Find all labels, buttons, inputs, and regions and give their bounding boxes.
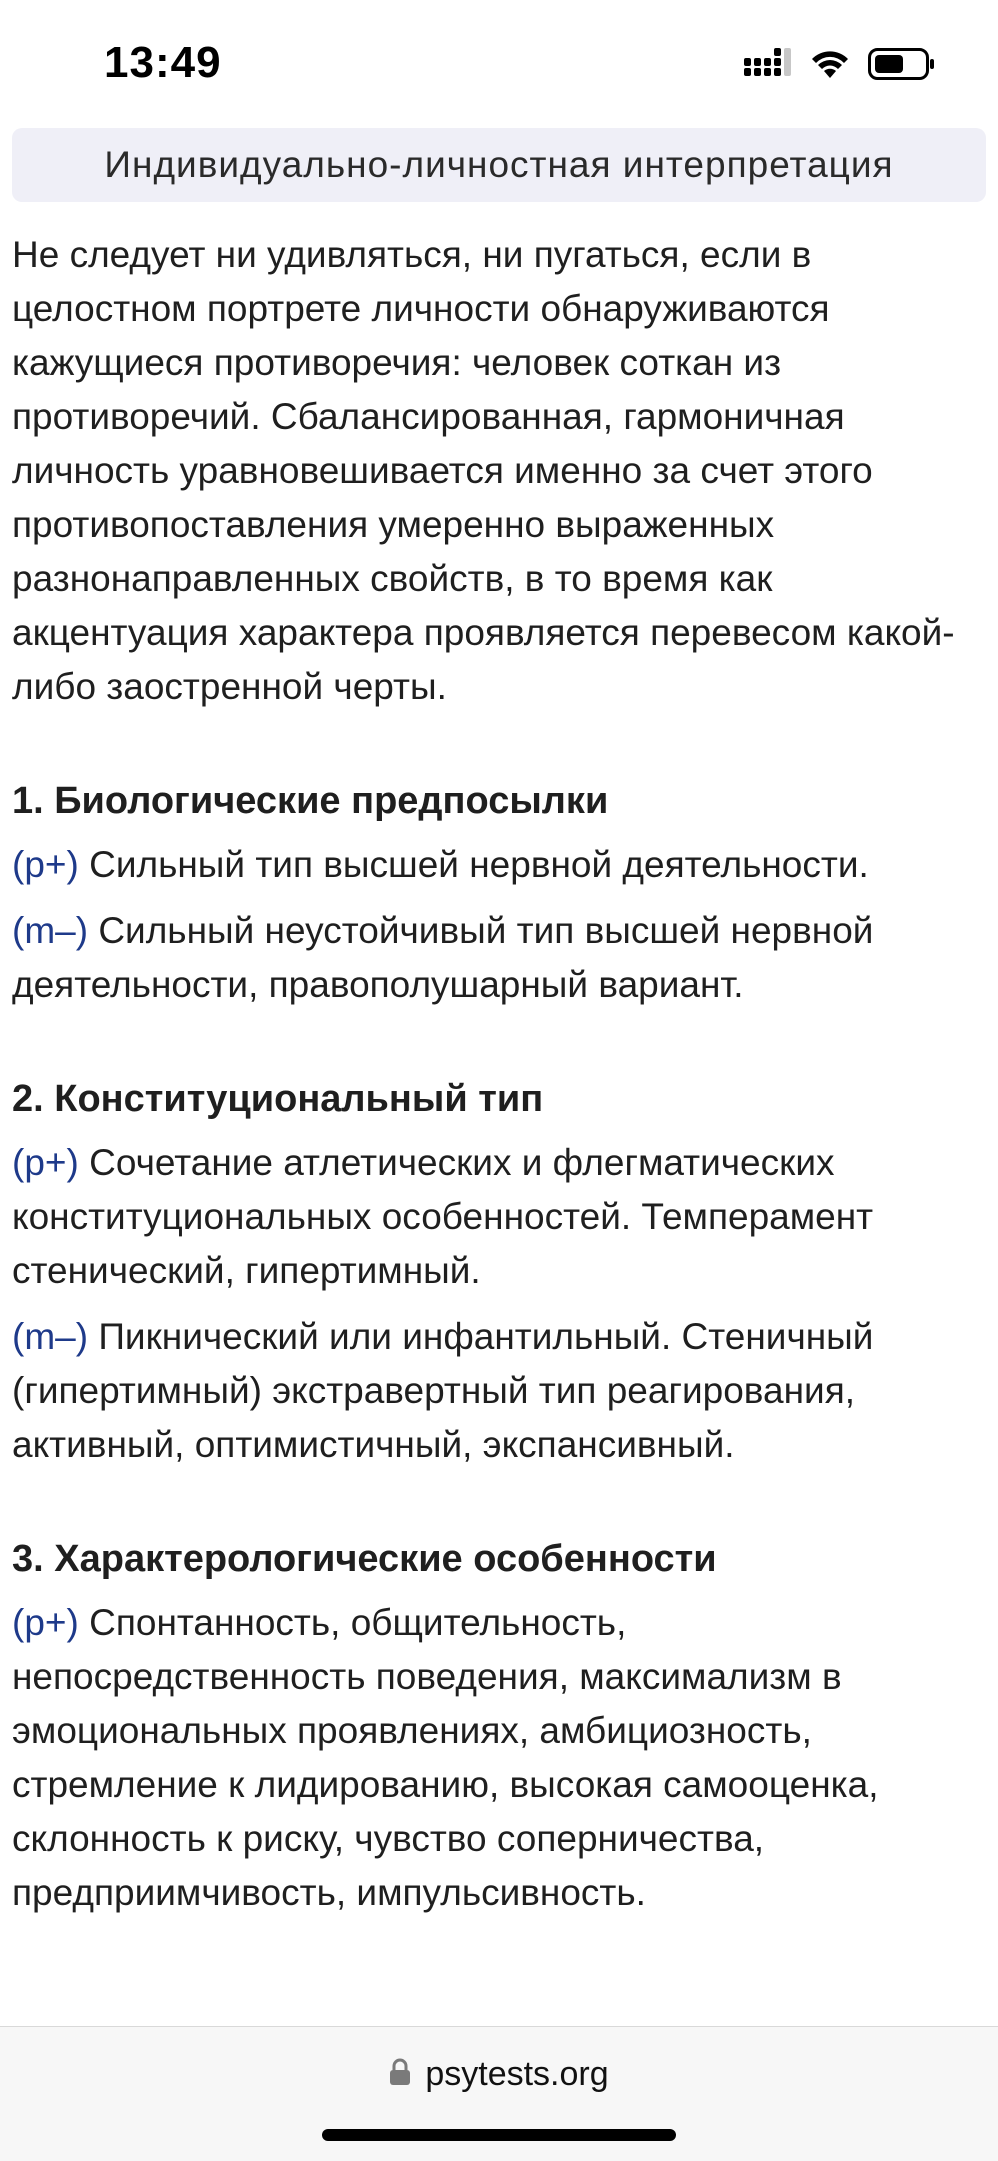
item-text: Сильный неустойчивый тип высшей нервной деятельности, правополушарный вариант.: [12, 910, 874, 1005]
page-title: Индивидуально-личностная интерпретация: [104, 144, 894, 185]
section-2: [12, 1072, 988, 1472]
status-bar: [0, 0, 998, 120]
section-title: 2. Конституциональный тип: [12, 1078, 544, 1120]
section-title: 1. Биологические предпосылки: [12, 780, 609, 822]
article-content: [12, 228, 988, 1920]
item-tag: (p+): [12, 1602, 79, 1643]
url-text[interactable]: psytests.org: [425, 2055, 609, 2093]
item-text: Спонтанность, общительность, непосредственность поведения, максимализм в эмоциональных проявлениях, амбициозность, стремление к лидированию, высокая самооценка, склонность к риску, чувство соперничества, предприимчивость, импульсивность.: [12, 1602, 879, 1913]
item-text: Сочетание атлетических и флегматических конституциональных особенностей. Темперамент стенический, гипертимный.: [12, 1142, 874, 1291]
section-1: [12, 774, 988, 1012]
item-tag: (m–): [12, 1316, 89, 1357]
section-item: [12, 838, 988, 892]
status-icons: [744, 46, 936, 86]
signal-icon: [744, 48, 792, 85]
url-display[interactable]: [0, 2055, 998, 2094]
battery-icon: [868, 48, 936, 85]
section-title: 3. Характерологические особенности: [12, 1538, 717, 1580]
item-text: Сильный тип высшей нервной деятельности.: [89, 844, 869, 885]
wifi-icon: [810, 48, 850, 85]
section-item: [12, 1310, 988, 1472]
browser-address-bar[interactable]: [0, 2026, 998, 2161]
item-tag: (p+): [12, 844, 79, 885]
section-item: [12, 1136, 988, 1298]
status-time: 13:49: [104, 38, 222, 87]
section-3: [12, 1532, 988, 1920]
lock-icon: [389, 2058, 411, 2091]
item-tag: (m–): [12, 910, 89, 951]
item-text: Пикнический или инфантильный. Стеничный (гипертимный) экстравертный тип реагирования, активный, оптимистичный, экспансивный.: [12, 1316, 874, 1465]
home-indicator[interactable]: [322, 2129, 676, 2141]
section-header: [12, 128, 986, 202]
section-item: [12, 1596, 988, 1920]
section-item: [12, 904, 988, 1012]
intro-paragraph: Не следует ни удивляться, ни пугаться, если в целостном портрете личности обнаруживаются кажущиеся противоречия: человек соткан из противоречий. Сбалансированная, гармоничная личность уравновешивается именно за счет этого противопоставления умеренно выраженных разнонаправленных свойств, в то время как акцентуация характера проявляется перевесом какой-либо заостренной черты.: [12, 234, 955, 707]
item-tag: (p+): [12, 1142, 79, 1183]
